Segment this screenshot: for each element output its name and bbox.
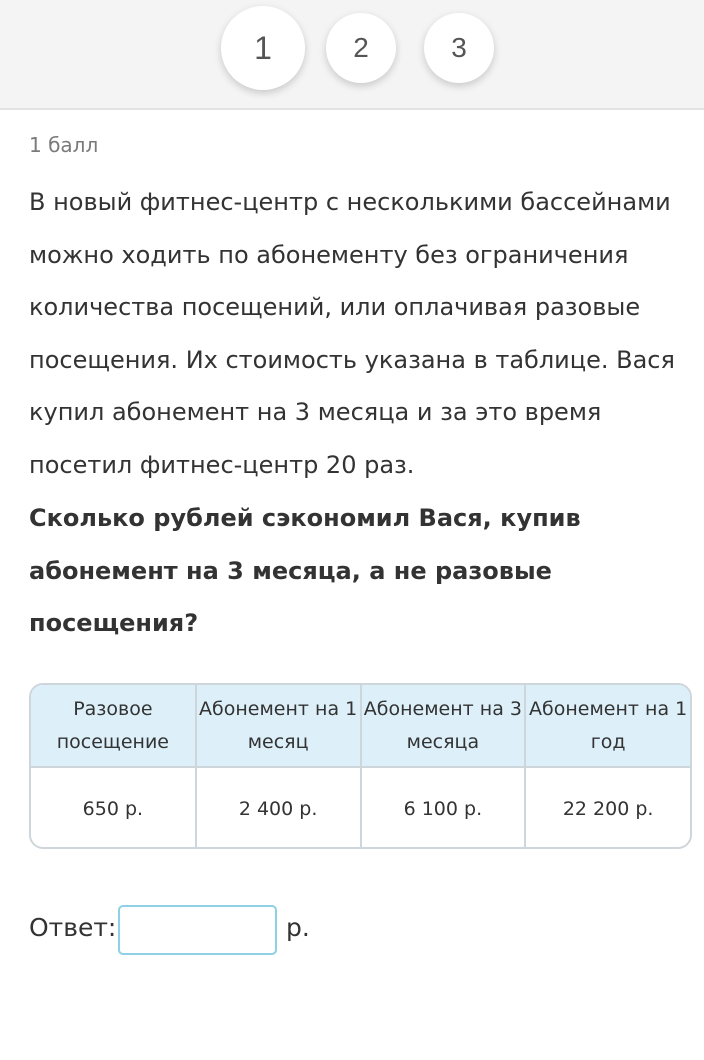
task-points: 1 балл	[29, 133, 99, 157]
task-text: В новый фитнес-центр с несколькими бассейнами можно ходить по абонементу без ограничения количества посещений, или оплачивая разовые посещения. Их стоимость указана в таблице. Вася купил абонемент на 3 месяца и за это время посетил фитнес-центр 20 раз.	[29, 188, 675, 479]
table-header-cell: Абонемент на 3 месяца	[361, 685, 526, 767]
table-cell: 2 400 р.	[196, 767, 361, 849]
price-table	[29, 683, 692, 849]
table-header-cell: Разовое посещение	[31, 685, 196, 767]
answer-unit: р.	[286, 913, 310, 942]
answer-input[interactable]	[118, 905, 277, 955]
answer-label: Ответ:	[29, 913, 117, 942]
table-cell: 650 р.	[31, 767, 196, 849]
table-header-row	[31, 685, 690, 767]
table-row	[31, 767, 690, 849]
table-header-cell: Абонемент на 1 год	[525, 685, 690, 767]
table-header-cell: Абонемент на 1 месяц	[196, 685, 361, 767]
step-3-button[interactable]: 3	[424, 13, 494, 83]
task-question: Сколько рублей сэкономил Вася, купив абонемент на 3 месяца, а не разовые посещения?	[29, 504, 581, 637]
table-cell: 22 200 р.	[562, 797, 654, 820]
pagination-bar	[0, 0, 704, 110]
step-2-button[interactable]: 2	[326, 13, 396, 83]
step-1-button[interactable]: 1	[221, 6, 305, 90]
table-cell: 6 100 р.	[361, 767, 526, 849]
